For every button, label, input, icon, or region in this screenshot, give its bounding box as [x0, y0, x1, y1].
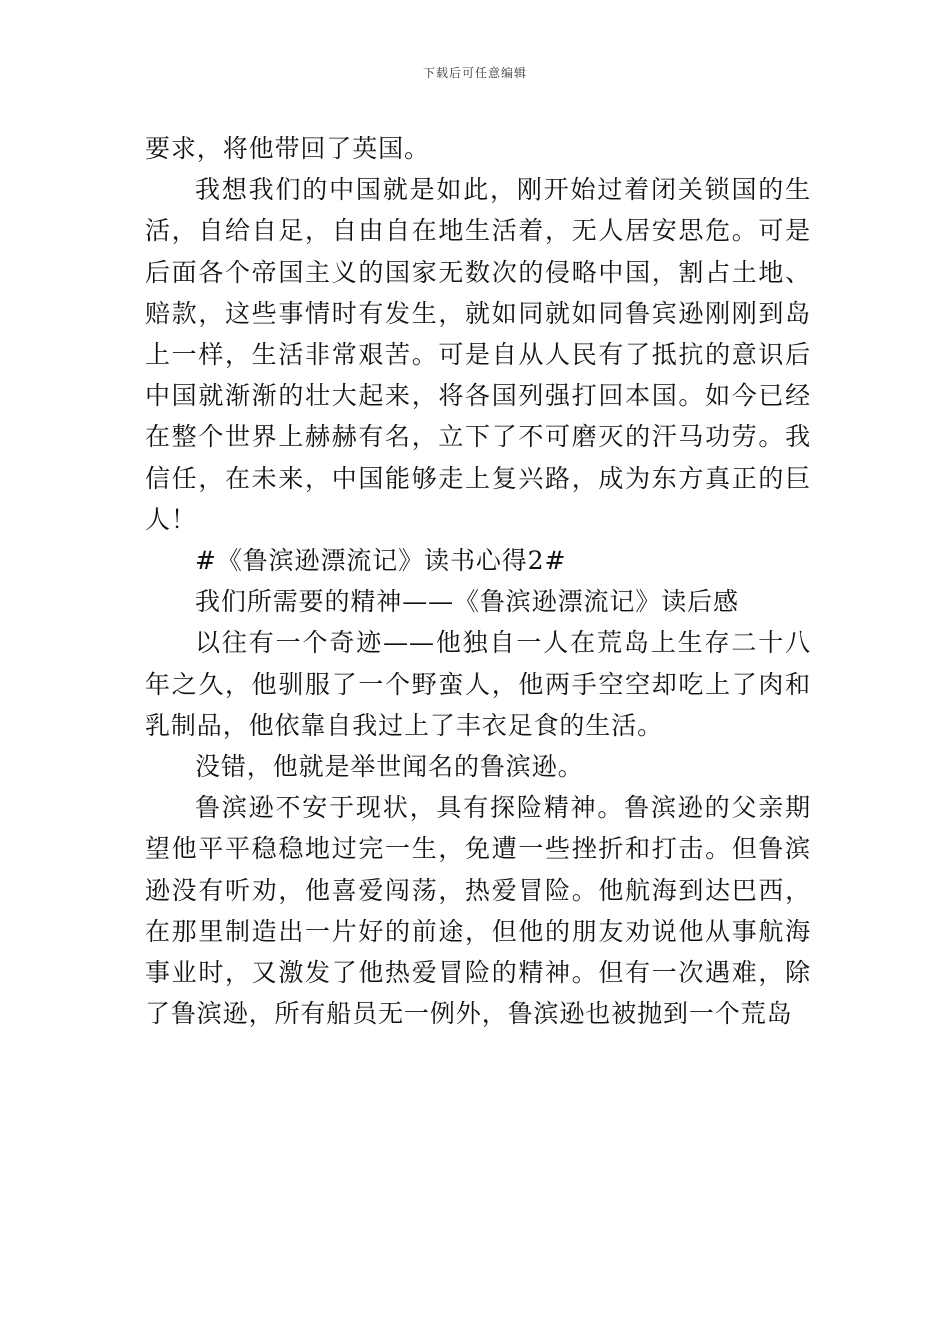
paragraph-1: 要求，将他带回了英国。	[145, 134, 430, 163]
paragraph-5: 鲁滨逊不安于现状，具有探险精神。鲁滨逊的父亲期望他平平稳稳地过完一生，免遭一些挫折和打击。但鲁滨逊没有听劝，他喜爱闯荡，热爱冒险。他航海到达巴西，在那里制造出一片好的前途，但他的朋友劝说他从事航海事业时，又激发了他热爱冒险的精神。但有一次遇难，除了鲁滨逊，所有船员无一例外，鲁滨逊也被抛到一个荒岛	[145, 793, 811, 1029]
paragraph-3: 以往有一个奇迹——他独自一人在荒岛上生存二十八年之久，他驯服了一个野蛮人，他两手空空却吃上了肉和乳制品，他依靠自我过上了丰衣足食的生活。	[145, 628, 811, 740]
header-note: 下载后可任意编辑	[422, 66, 527, 80]
essay-title: 我们所需要的精神——《鲁滨逊漂流记》读后感	[195, 587, 739, 617]
paragraph-2: 我想我们的中国就是如此，刚开始过着闭关锁国的生活，自给自足，自由自在地生活着，无人居安思危。可是后面各个帝国主义的国家无数次的侵略中国，割占土地、赔款，这些事情时有发生，就如同就如同鲁宾逊刚刚到岛上一样，生活非常艰苦。可是自从人民有了抵抗的意识后中国就渐渐的壮大起来，将各国列强打回本国。如今已经在整个世界上赫赫有名，立下了不可磨灭的汗马功劳。我信任，在未来，中国能够走上复兴路，成为东方真正的巨人！	[145, 175, 811, 534]
document-body	[145, 128, 811, 1034]
paragraph-4: 没错，他就是举世闻名的鲁滨逊。	[195, 752, 584, 782]
section-heading: #《鲁滨逊漂流记》读书心得2#	[195, 546, 567, 576]
